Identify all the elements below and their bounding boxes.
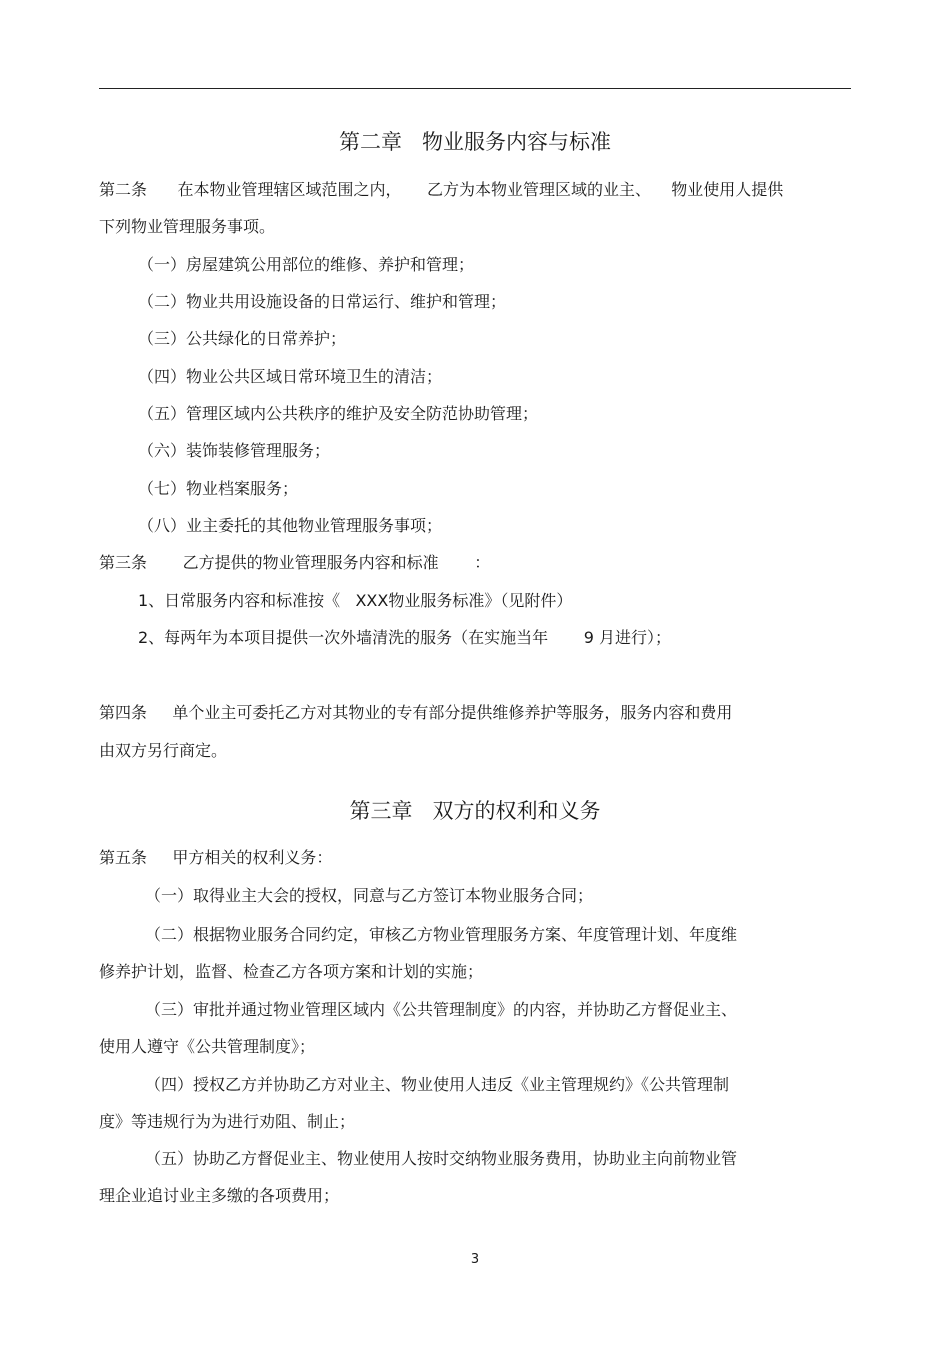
page-number: 3 — [470, 1252, 480, 1267]
service-item-1: （一）房屋建筑公用部位的维修、养护和管理； — [138, 255, 475, 274]
article-5-line-3: 修养护计划，监督、检查乙方各项方案和计划的实施； — [99, 962, 484, 981]
service-item-2: （二）物业共用设施设备的日常运行、维护和管理； — [138, 292, 507, 311]
service-item-8: （八）业主委托的其他物业管理服务事项； — [138, 516, 443, 535]
article-5-line-6: （四）授权乙方并协助乙方对业主、物业使用人违反《业主管理规约》《公共管理制 — [145, 1075, 730, 1094]
article-3-item-2: 2、每两年为本项目提供一次外墙清洗的服务（在实施当年 9 月进行）； — [138, 628, 672, 647]
article-5-line-2: （二）根据物业服务合同约定，审核乙方物业管理服务方案、年度管理计划、年度维 — [145, 925, 738, 944]
chapter-2-title: 第二章 物业服务内容与标准 — [338, 130, 612, 154]
service-item-4: （四）物业公共区域日常环境卫生的清洁； — [138, 367, 443, 386]
chapter-3-title: 第三章 双方的权利和义务 — [349, 799, 601, 823]
article-3-item-1: 1、日常服务内容和标准按《 XXX物业服务标准》（见附件） — [138, 591, 573, 610]
article-2-line-1: 第二条 在本物业管理辖区域范围之内， 乙方为本物业管理区域的业主、 物业使用人提供 — [99, 180, 784, 199]
article-5-line-8: （五）协助乙方督促业主、物业使用人按时交纳物业服务费用，协助业主向前物业管 — [145, 1149, 738, 1168]
service-item-6: （六）装饰装修管理服务； — [138, 441, 331, 460]
article-5-line-4: （三）审批并通过物业管理区域内《公共管理制度》的内容，并协助乙方督促业主、 — [145, 1000, 738, 1019]
article-2-line-2: 下列物业管理服务事项。 — [99, 217, 276, 236]
article-5-line-7: 度》等违规行为为进行劝阻、制止； — [99, 1112, 356, 1131]
article-4-line-2: 由双方另行商定。 — [99, 741, 228, 760]
header-rule — [99, 88, 851, 89]
article-5-line-1: （一）取得业主大会的授权，同意与乙方签订本物业服务合同； — [145, 886, 594, 905]
service-item-5: （五）管理区域内公共秩序的维护及安全防范协助管理； — [138, 404, 539, 423]
article-5-line-5: 使用人遵守《公共管理制度》； — [99, 1037, 316, 1056]
article-5: 第五条 甲方相关的权利义务： — [99, 848, 333, 867]
article-4-line-1: 第四条 单个业主可委托乙方对其物业的专有部分提供维修养护等服务，服务内容和费用 — [99, 703, 733, 722]
article-5-line-9: 理企业追讨业主多缴的各项费用； — [99, 1186, 340, 1205]
service-item-7: （七）物业档案服务； — [138, 479, 299, 498]
article-3: 第三条 乙方提供的物业管理服务内容和标准 ： — [99, 553, 491, 572]
service-item-3: （三）公共绿化的日常养护； — [138, 329, 347, 348]
